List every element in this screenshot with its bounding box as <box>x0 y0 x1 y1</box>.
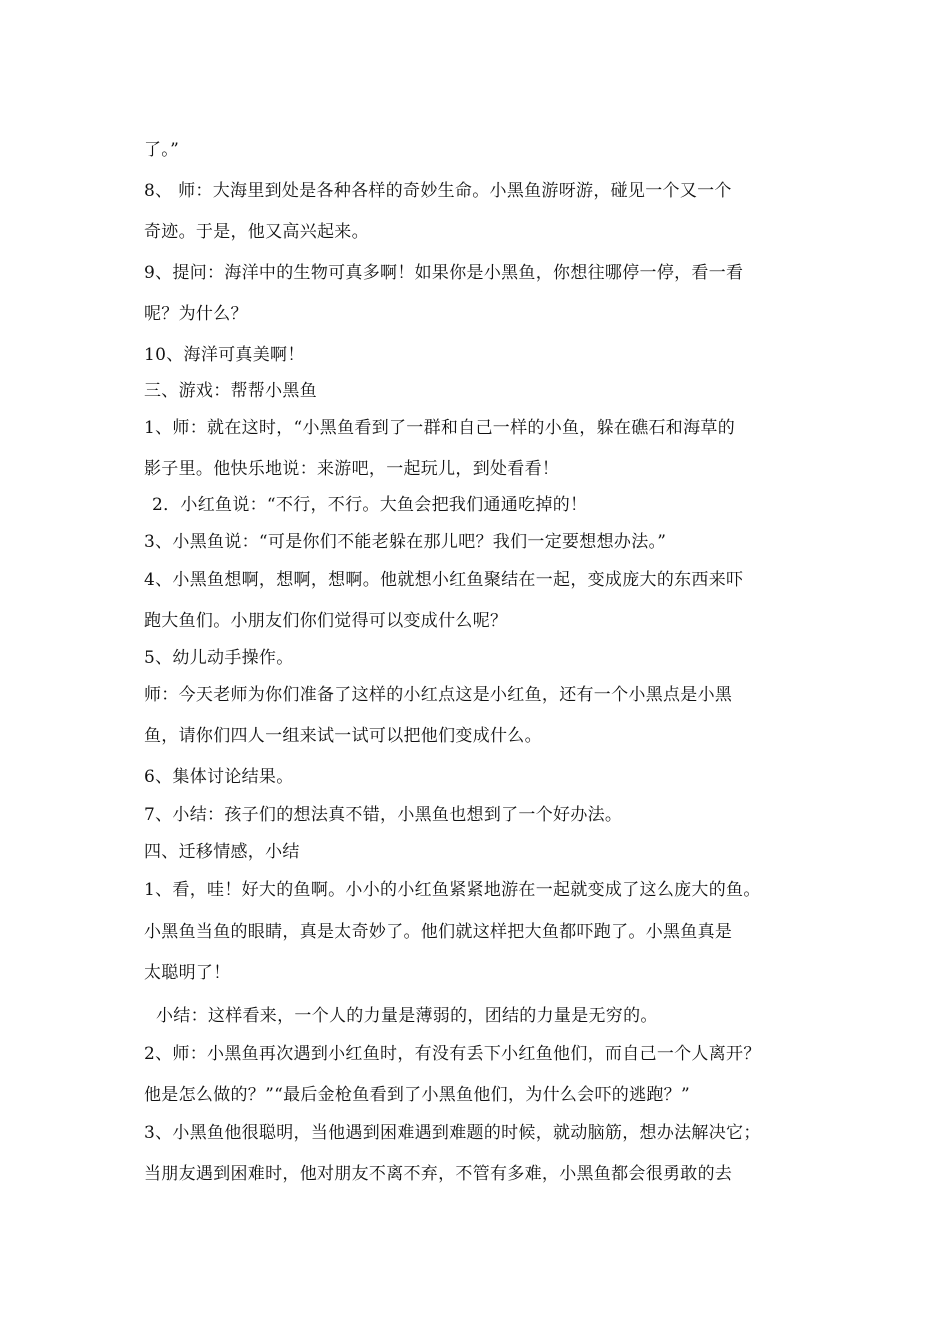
text-line: 鱼，请你们四人一组来试一试可以把他们变成什么。 <box>144 726 542 746</box>
text-line: 4、小黑鱼想啊，想啊，想啊。他就想小红鱼聚结在一起，变成庞大的东西来吓 <box>144 570 744 590</box>
text-line: 小黑鱼当鱼的眼睛，真是太奇妙了。他们就这样把大鱼都吓跑了。小黑鱼真是 <box>144 922 733 942</box>
text-line: 8、 师：大海里到处是各种各样的奇妙生命。小黑鱼游呀游，碰见一个又一个 <box>144 181 732 201</box>
text-line: 9、提问：海洋中的生物可真多啊！如果你是小黑鱼，你想往哪停一停，看一看 <box>144 263 744 283</box>
text-line: 当朋友遇到困难时，他对朋友不离不弃，不管有多难，小黑鱼都会很勇敢的去 <box>144 1164 733 1184</box>
text-line: 3、小黑鱼说：“可是你们不能老躲在那儿吧？我们一定要想想办法。” <box>144 532 667 552</box>
section-heading: 三、游戏：帮帮小黑鱼 <box>144 381 317 401</box>
text-line: 太聪明了！ <box>144 963 231 983</box>
text-line: 影子里。他快乐地说：来游吧，一起玩儿，到处看看！ <box>144 459 560 479</box>
text-line: 2、师：小黑鱼再次遇到小红鱼时，有没有丢下小红鱼他们，而自己一个人离开？ <box>144 1044 761 1064</box>
text-line: 1、师：就在这时，“小黑鱼看到了一群和自己一样的小鱼，躲在礁石和海草的 <box>144 418 736 438</box>
text-line: 了。” <box>144 140 180 160</box>
text-line: 1、看，哇！好大的鱼啊。小小的小红鱼紧紧地游在一起就变成了这么庞大的鱼。 <box>144 880 761 900</box>
text-line: 小结：这样看来，一个人的力量是薄弱的，团结的力量是无穷的。 <box>156 1006 658 1026</box>
text-line: 10、海洋可真美啊！ <box>144 345 305 365</box>
section-heading: 四、迁移情感，小结 <box>144 842 300 862</box>
text-line: 他是怎么做的？”“最后金枪鱼看到了小黑鱼他们，为什么会吓的逃跑？” <box>144 1085 690 1105</box>
text-line: 奇迹。于是，他又高兴起来。 <box>144 222 369 242</box>
text-line: 6、集体讨论结果。 <box>144 767 294 787</box>
text-line: 5、幼儿动手操作。 <box>144 648 294 668</box>
text-line: 师：今天老师为你们准备了这样的小红点这是小红鱼，还有一个小黑点是小黑 <box>144 685 733 705</box>
text-line: 7、小结：孩子们的想法真不错，小黑鱼也想到了一个好办法。 <box>144 805 623 825</box>
text-line: 3、小黑鱼他很聪明，当他遇到困难遇到难题的时候，就动脑筋，想办法解决它； <box>144 1123 761 1143</box>
text-line: 呢？为什么？ <box>144 304 248 324</box>
text-line: 2．小红鱼说：“不行，不行。大鱼会把我们通通吃掉的！ <box>152 495 588 515</box>
text-line: 跑大鱼们。小朋友们你们觉得可以变成什么呢？ <box>144 611 508 631</box>
